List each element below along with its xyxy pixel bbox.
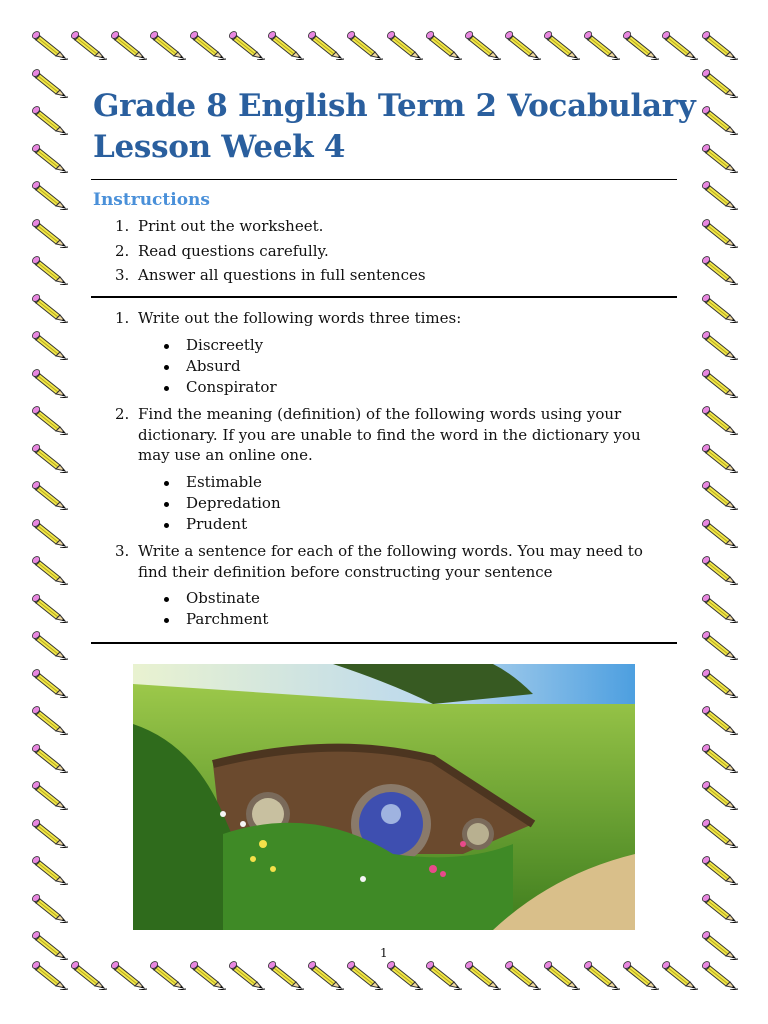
divider [91,642,677,644]
title-line-2: Lesson Week 4 [93,129,346,165]
word-item: Conspirator [162,377,655,398]
pencil-icon [32,180,68,210]
title-line-1: Grade 8 English Term 2 Vocabulary [93,88,696,124]
pencil-icon [702,555,738,585]
page-title [93,86,696,168]
pencil-icon [150,30,186,60]
pencil-icon [702,893,738,923]
pencil-icon [702,330,738,360]
pencil-icon [387,30,423,60]
pencil-icon [32,780,68,810]
pencil-icon [32,818,68,848]
question-number: 3. [115,542,130,560]
instructions-heading: Instructions [93,190,210,210]
pencil-icon [347,960,383,990]
pencil-icon [465,960,501,990]
pencil-icon [702,518,738,548]
pencil-icon [544,30,580,60]
word-item: Obstinate [162,588,655,609]
pencil-icon [268,30,304,60]
pencil-icon [662,960,698,990]
question-text: Write a sentence for each of the following words. You may need to find their definition before constructing your sentence [138,542,643,581]
pencil-icon [347,30,383,60]
pencil-icon [32,68,68,98]
hobbit-house-photo [133,664,635,930]
word-item: Prudent [162,514,655,535]
pencil-icon [32,218,68,248]
item-text: Answer all questions in full sentences [138,266,426,284]
pencil-icon [702,930,738,960]
pencil-icon [32,893,68,923]
pencil-icon [702,705,738,735]
pencil-icon [662,30,698,60]
pencil-icon [702,593,738,623]
word-item: Parchment [162,609,655,630]
pencil-icon [426,30,462,60]
pencil-icon [702,68,738,98]
word-list [162,588,655,630]
word-list [162,472,655,535]
pencil-icon [32,405,68,435]
pencil-icon [702,218,738,248]
pencil-icon [702,855,738,885]
instruction-item [115,214,426,239]
instruction-item [115,239,426,264]
question-text: Find the meaning (definition) of the following words using your dictionary. If you are unable to find the word in the dictionary you may use an online one. [138,405,641,464]
word-item: Estimable [162,472,655,493]
pencil-icon [32,555,68,585]
pencil-icon [584,960,620,990]
pencil-icon [32,443,68,473]
pencil-icon [505,30,541,60]
pencil-icon [702,143,738,173]
pencil-icon [111,960,147,990]
item-number: 1. [115,217,130,235]
pencil-icon [702,255,738,285]
pencil-icon [32,30,68,60]
pencil-icon [584,30,620,60]
divider [91,179,677,180]
pencil-icon [702,818,738,848]
pencil-icon [111,30,147,60]
item-number: 3. [115,266,130,284]
pencil-icon [71,960,107,990]
question-2 [115,404,655,535]
word-item: Depredation [162,493,655,514]
pencil-icon [702,780,738,810]
question-1 [115,308,655,398]
pencil-icon [623,960,659,990]
word-list [162,335,655,398]
pencil-icon [426,960,462,990]
pencil-icon [150,960,186,990]
pencil-icon [32,593,68,623]
pencil-icon [32,518,68,548]
pencil-icon [308,30,344,60]
pencil-icon [32,143,68,173]
pencil-icon [190,960,226,990]
item-text: Read questions carefully. [138,241,329,260]
pencil-icon [544,960,580,990]
question-number: 2. [115,405,130,423]
pencil-icon [32,293,68,323]
pencil-icon [32,705,68,735]
pencil-icon [32,255,68,285]
item-number: 2. [115,241,130,260]
question-number: 1. [115,309,130,327]
pencil-icon [229,30,265,60]
pencil-icon [702,293,738,323]
pencil-icon [387,960,423,990]
pencil-icon [308,960,344,990]
pencil-icon [702,180,738,210]
item-text: Print out the worksheet. [138,217,324,235]
instruction-item [115,263,426,288]
divider [91,296,677,298]
pencil-icon [32,743,68,773]
pencil-icon [702,405,738,435]
pencil-icon [32,368,68,398]
pencil-icon [32,668,68,698]
pencil-icon [32,330,68,360]
question-text: Write out the following words three times: [138,309,462,327]
page-number: 1 [380,946,388,960]
pencil-icon [71,30,107,60]
pencil-icon [702,105,738,135]
pencil-icon [190,30,226,60]
pencil-icon [229,960,265,990]
pencil-icon [32,960,68,990]
pencil-icon [465,30,501,60]
pencil-icon [702,30,738,60]
pencil-icon [268,960,304,990]
pencil-icon [702,443,738,473]
pencil-icon [623,30,659,60]
word-item: Absurd [162,356,655,377]
pencil-icon [702,743,738,773]
pencil-icon [702,630,738,660]
pencil-icon [32,630,68,660]
pencil-icon [32,480,68,510]
pencil-icon [32,105,68,135]
instructions-list [115,214,426,288]
question-3 [115,541,655,630]
word-item: Discreetly [162,335,655,356]
pencil-icon [702,960,738,990]
pencil-icon [32,855,68,885]
pencil-icon [505,960,541,990]
pencil-icon [702,668,738,698]
pencil-icon [32,930,68,960]
pencil-icon [702,368,738,398]
pencil-icon [702,480,738,510]
